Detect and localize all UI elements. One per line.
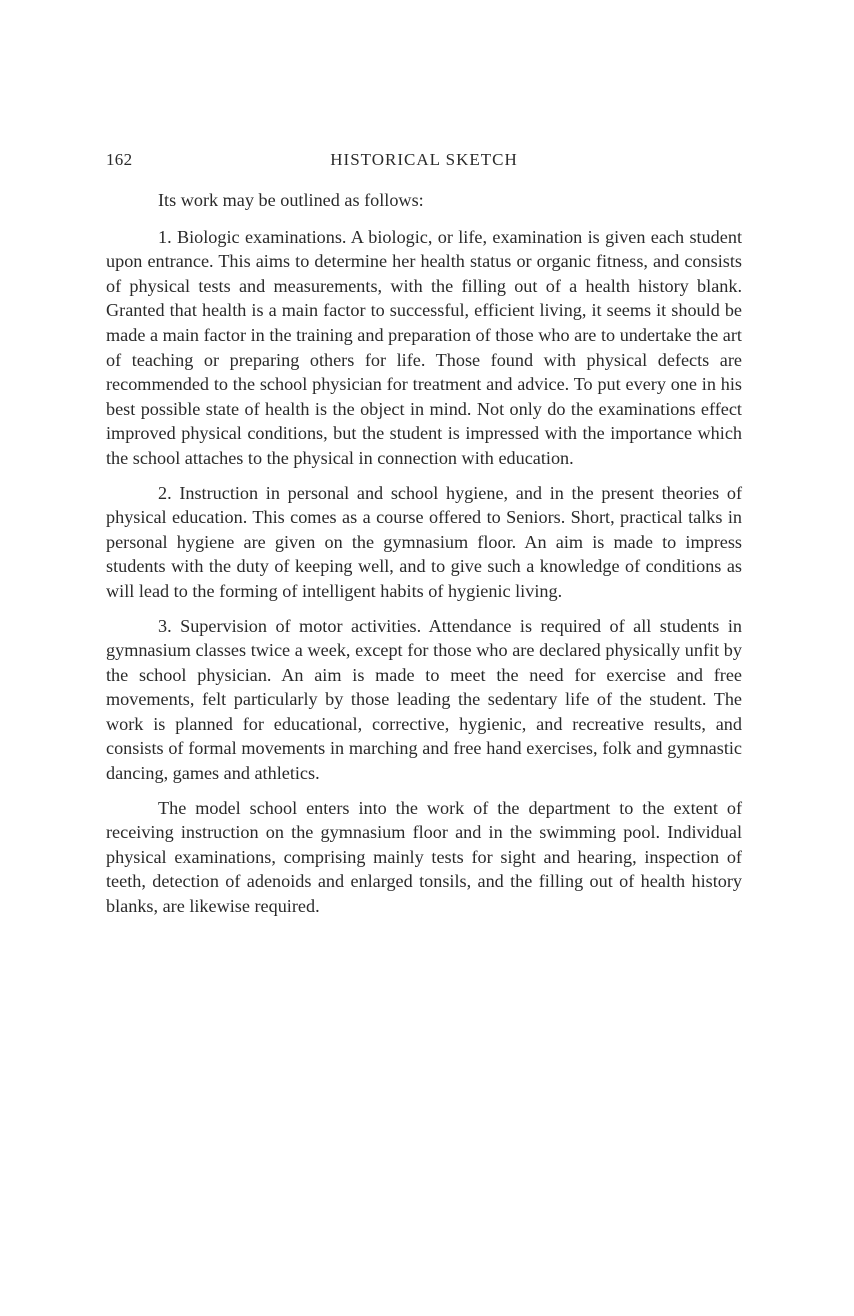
page-number: 162: [106, 150, 133, 169]
paragraph-model-school: The model school enters into the work of the department to the extent of receiving instruction on the gymnasium floor and in the swimming pool. Individual physical examinations, comprising mainly tests for sight and hearing, inspection of teeth, detection of adenoids and enlarged tonsils, and the filling out of health history blanks, are likewise required.: [106, 797, 742, 917]
running-header: [106, 150, 742, 178]
paragraph-motor-activities: 3. Supervision of motor activities. Attendance is required of all students in gymnasium classes twice a week, except for those who are declared physically unfit by the school physician. An aim is made to meet the need for exercise and free movements, felt particularly by those leading the sedentary life of the student. The work is planned for educational, corrective, hygienic, and recreative results, and consists of formal movements in marching and free hand exercises, folk and gymnastic dancing, games and athletics.: [106, 615, 742, 784]
running-title: HISTORICAL SKETCH: [330, 150, 518, 169]
paragraph-hygiene-instruction: 2. Instruction in personal and school hygiene, and in the present theories of physical education. This comes as a course offered to Seniors. Short, practical talks in personal hygiene are given on the gymnasium floor. An aim is made to impress students with the duty of keeping well, and to give such a knowledge of conditions as will lead to the forming of intelligent habits of hygienic living.: [106, 482, 742, 601]
paragraph-biologic-examinations: 1. Biologic examinations. A biologic, or life, examination is given each student upon entrance. This aims to determine her health status or organic fitness, and consists of physical tests and measurements, with the filling out of a health history blank. Granted that health is a main factor to successful, efficient living, it seems it should be made a main factor in the training and preparation of those who are to undertake the art of teaching or preparing others for life. Those found with physical defects are recommended to the school physician for treatment and advice. To put every one in his best possible state of health is the object in mind. Not only do the examinations effect improved physical conditions, but the student is impressed with the importance which the school attaches to the physical in connection with education.: [106, 226, 742, 468]
intro-paragraph: Its work may be outlined as follows:: [158, 190, 424, 210]
book-page: [106, 150, 742, 919]
body-text: [106, 188, 742, 919]
